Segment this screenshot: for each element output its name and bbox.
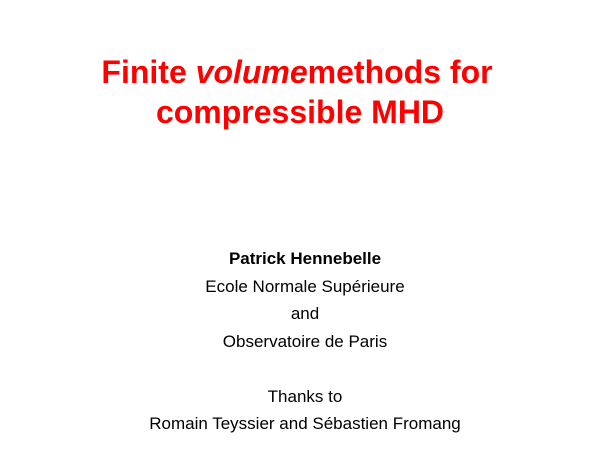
author-block <box>0 245 600 438</box>
thanks-intro: Thanks to <box>267 386 343 406</box>
title-text-finite: Finite <box>101 54 196 90</box>
affiliation-ens: Ecole Normale Supérieure <box>205 276 405 296</box>
title-line-2: compressible MHD <box>155 94 445 130</box>
affiliation-conjunction: and <box>290 304 320 323</box>
thanks-names: Romain Teyssier and Sébastien Fromang <box>149 414 461 433</box>
slide-title <box>0 52 600 132</box>
spacer <box>0 355 600 383</box>
title-line-1 <box>0 52 600 92</box>
title-text-volume: volume <box>195 54 308 90</box>
author-name: Patrick Hennebelle <box>228 249 382 268</box>
title-text-methods-for: methods for <box>307 54 493 90</box>
affiliation-observatoire: Observatoire de Paris <box>222 331 388 351</box>
